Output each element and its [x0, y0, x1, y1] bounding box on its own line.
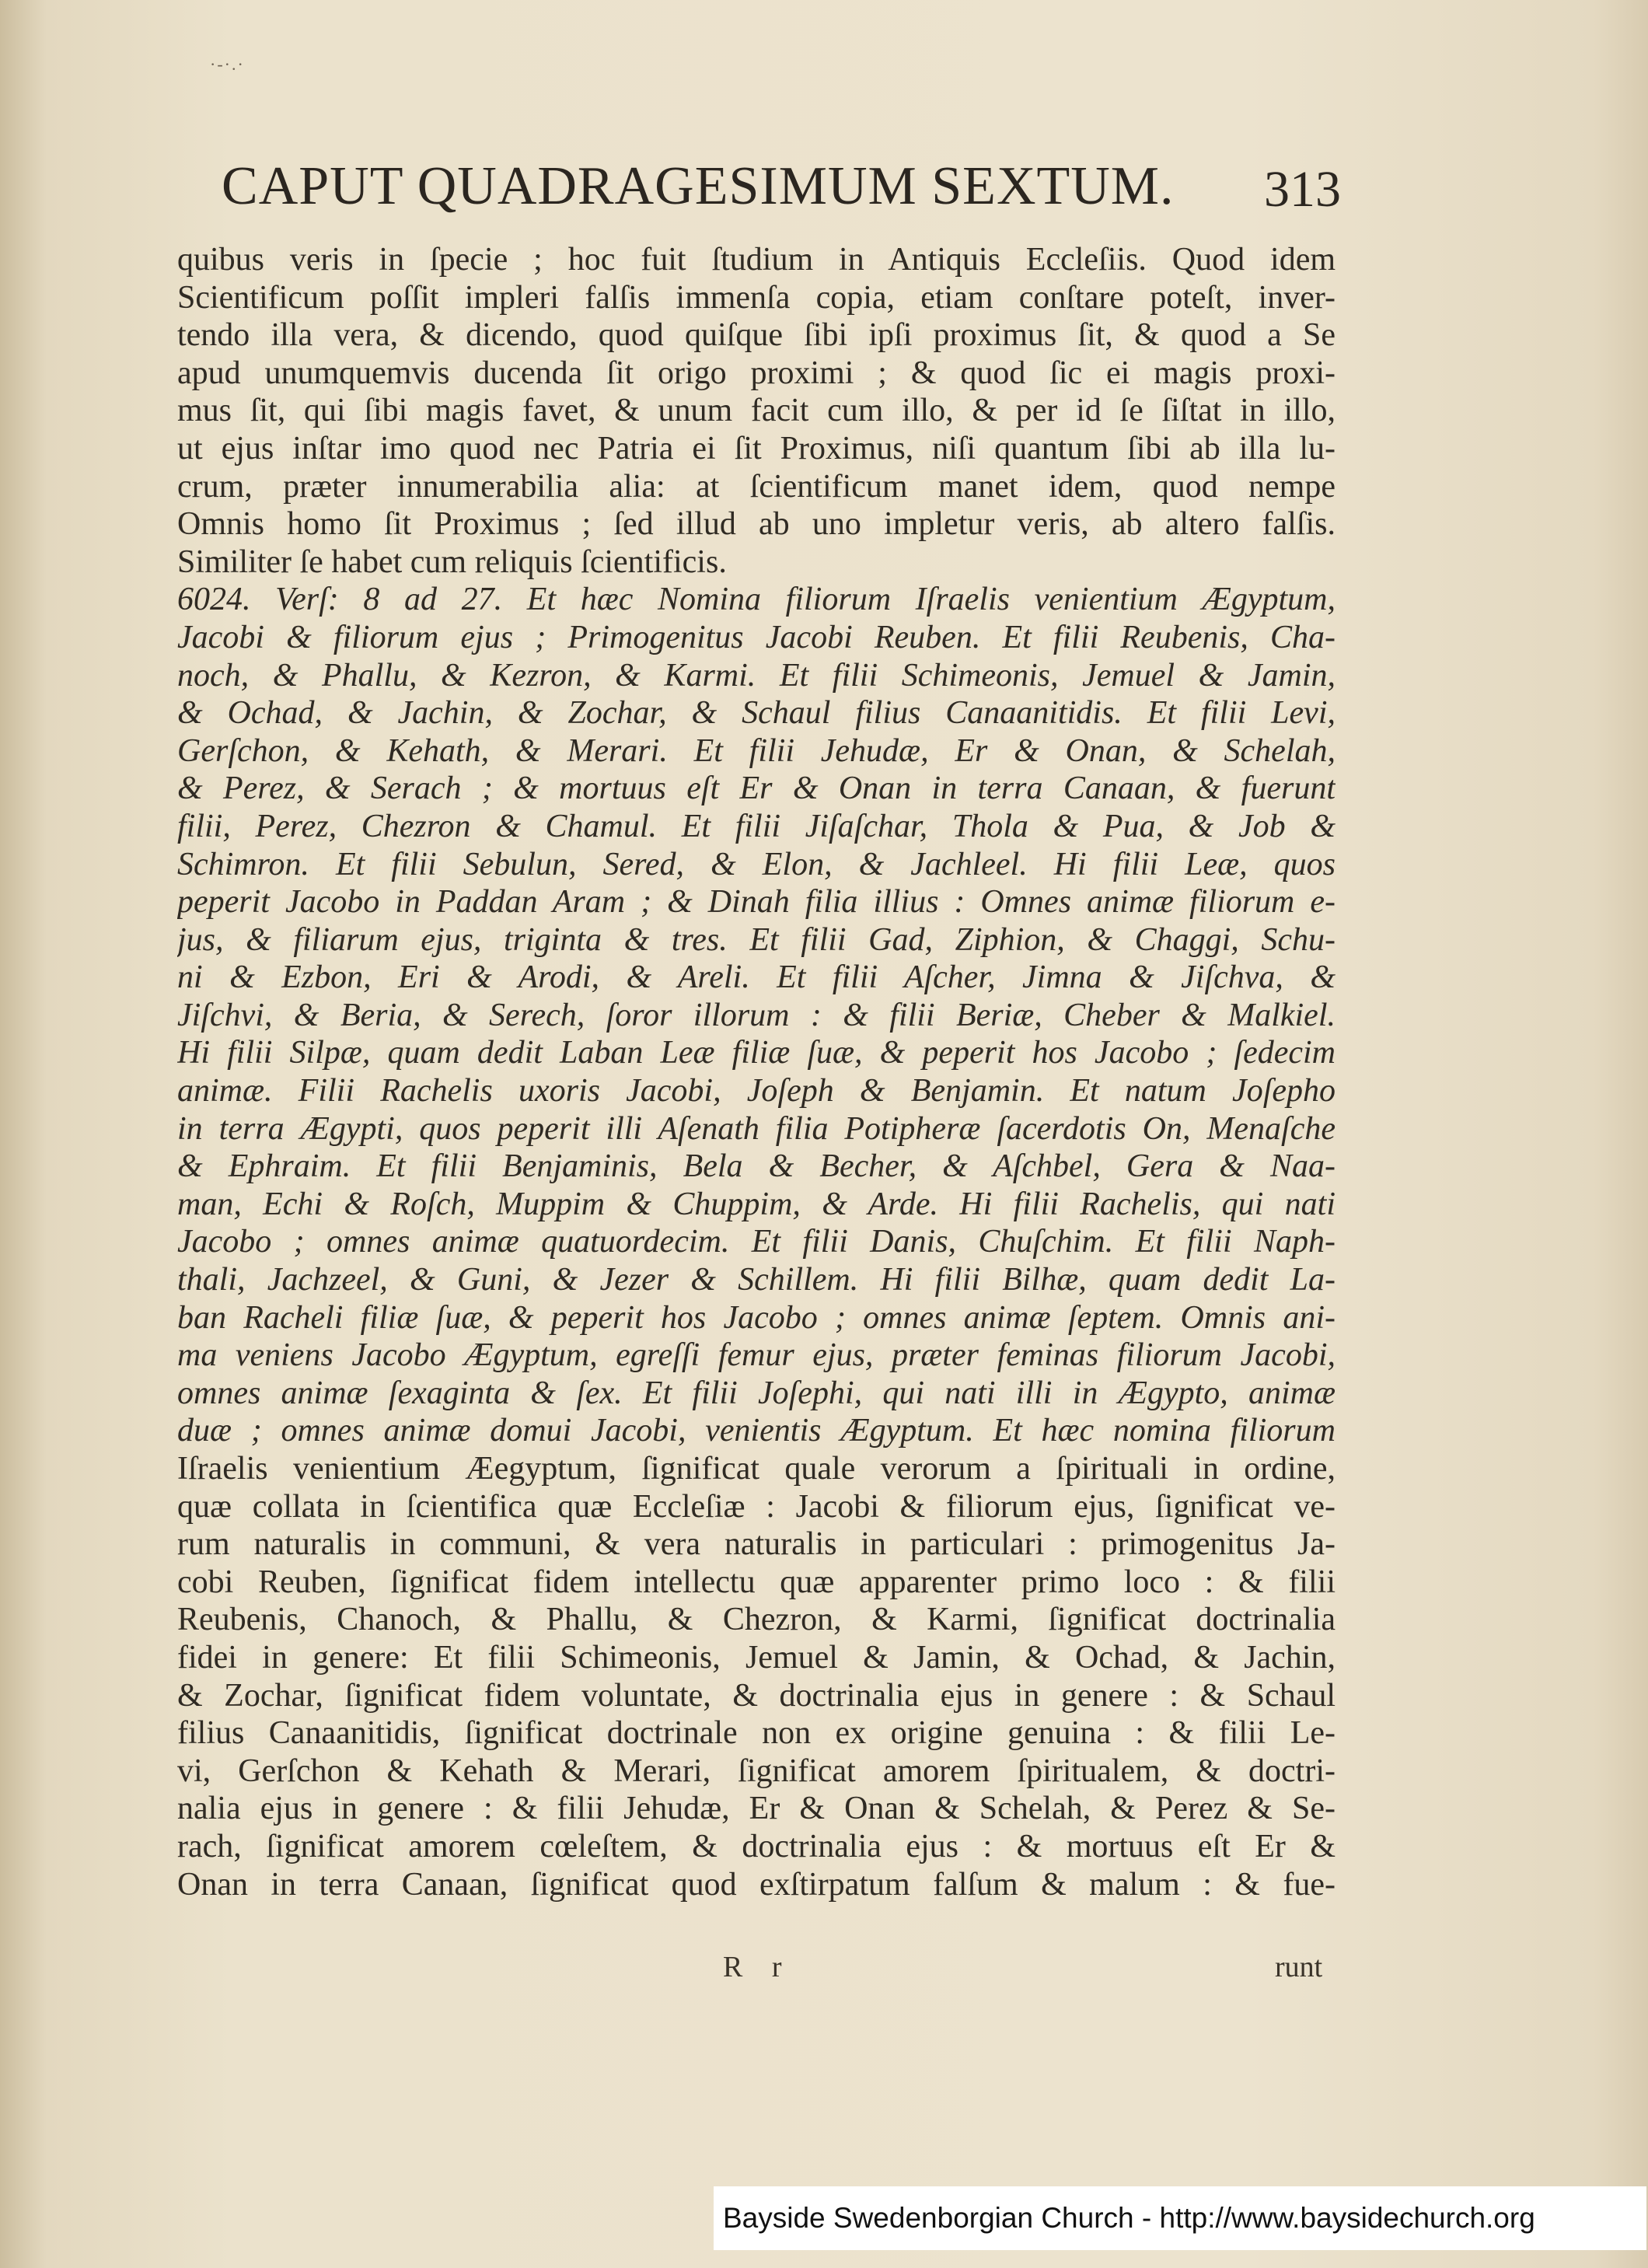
text-line: nalia ejus in genere : & filii Jehudæ, Er & Onan & Schelah, & Perez & Se-: [177, 1791, 1336, 1827]
text-line: filius Canaanitidis, ſignificat doctrinale non ex origine genuina : & filii Le-: [177, 1715, 1336, 1752]
text-line: quæ collata in ſcientifica quæ Eccleſiæ : Jacobi & filiorum ejus, ſignificat ve-: [177, 1488, 1336, 1525]
text-line: filii, Perez, Chezron & Chamul. Et filii Jiſaſchar, Thola & Pua, & Job &: [177, 808, 1336, 844]
text-line: animæ. Filii Rachelis uxoris Jacobi, Joſeph & Benjamin. Et natum Joſepho: [177, 1073, 1336, 1110]
text-line: Jacobi & filiorum ejus ; Primogenitus Jacobi Reuben. Et filii Reubenis, Cha-: [177, 619, 1336, 655]
text-line: Reubenis, Chanoch, & Phallu, & Chezron, & Karmi, ſignificat doctrinalia: [177, 1602, 1336, 1638]
marginal-mark: ·-·.·: [210, 54, 245, 74]
text-line: Schimron. Et filii Sebulun, Sered, & Elon, & Jachleel. Hi filii Leæ, quos: [177, 846, 1336, 882]
body-text: [177, 241, 1336, 1903]
text-line: duæ ; omnes animæ domui Jacobi, venientis Ægyptum. Et hæc nomina filiorum: [177, 1413, 1336, 1449]
page-number: 313: [1264, 161, 1341, 218]
page-header: [222, 156, 1341, 225]
text-line: & Ephraim. Et filii Benjaminis, Bela & Becher, & Aſchbel, Gera & Naa-: [177, 1148, 1336, 1185]
text-line: Omnis homo ſit Proximus ; ſed illud ab uno impletur veris, ab altero falſis.: [177, 506, 1336, 543]
text-line: mus ſit, qui ſibi magis favet, & unum facit cum illo, & per id ſe ſiſtat in illo,: [177, 393, 1336, 429]
text-line: 6024. Verſ: 8 ad 27. Et hæc Nomina filiorum Iſraelis venientium Ægyptum,: [177, 582, 1336, 618]
text-line: ban Racheli filiæ ſuæ, & peperit hos Jacobo ; omnes animæ ſeptem. Omnis ani-: [177, 1299, 1336, 1336]
text-line: cobi Reuben, ſignificat fidem intellectu quæ apparenter primo loco : & filii: [177, 1564, 1336, 1600]
text-line: rach, ſignificat amorem cœleſtem, & doctrinalia ejus : & mortuus eſt Er &: [177, 1828, 1336, 1864]
text-line: rum naturalis in communi, & vera naturalis in particulari : primogenitus Ja-: [177, 1526, 1336, 1563]
text-line: Scientificum poſſit impleri falſis immenſa copia, etiam conſtare poteſt, inver-: [177, 279, 1336, 316]
text-line: vi, Gerſchon & Kehath & Merari, ſignificat amorem ſpiritualem, & doctri-: [177, 1753, 1336, 1789]
text-line: thali, Jachzeel, & Guni, & Jezer & Schillem. Hi filii Bilhæ, quam dedit La-: [177, 1262, 1336, 1298]
text-line: & Perez, & Serach ; & mortuus eſt Er & Onan in terra Canaan, & fuerunt: [177, 771, 1336, 807]
text-line: Jiſchvi, & Beria, & Serech, ſoror illorum : & filii Beriæ, Cheber & Malkiel.: [177, 997, 1336, 1033]
text-line: & Ochad, & Jachin, & Zochar, & Schaul filius Canaanitidis. Et filii Levi,: [177, 695, 1336, 732]
text-line: Iſraelis venientium Æegyptum, ſignificat quale verorum a ſpirituali in ordine,: [177, 1451, 1336, 1487]
text-line: & Zochar, ſignificat fidem voluntate, & doctrinalia ejus in genere : & Schaul: [177, 1677, 1336, 1714]
text-line: jus, & filiarum ejus, triginta & tres. Et filii Gad, Ziphion, & Chaggi, Schu-: [177, 921, 1336, 958]
text-line: ut ejus inſtar imo quod nec Patria ei ſit Proximus, niſi quantum ſibi ab illa lu-: [177, 430, 1336, 467]
text-line: in terra Ægypti, quos peperit illi Aſenath filia Potipheræ ſacerdotis On, Menaſche: [177, 1110, 1336, 1147]
text-line: Onan in terra Canaan, ſignificat quod exſtirpatum falſum & malum : & fue-: [177, 1866, 1336, 1903]
signature-mark: R r: [723, 1951, 793, 1983]
text-line: quibus veris in ſpecie ; hoc fuit ſtudium in Antiquis Eccleſiis. Quod idem: [177, 242, 1336, 278]
catchword: runt: [1275, 1951, 1323, 1983]
text-line: Hi filii Silpæ, quam dedit Laban Leæ filiæ ſuæ, & peperit hos Jacobo ; ſedecim: [177, 1035, 1336, 1071]
text-line: noch, & Phallu, & Kezron, & Karmi. Et filii Schimeonis, Jemuel & Jamin,: [177, 657, 1336, 694]
text-line: crum, præter innumerabilia alia: at ſcientificum manet idem, quod nempe: [177, 468, 1336, 505]
text-line: Jacobo ; omnes animæ quatuordecim. Et filii Danis, Chuſchim. Et filii Naph-: [177, 1224, 1336, 1260]
text-line: Similiter ſe habet cum reliquis ſcientificis.: [177, 543, 727, 580]
text-line: peperit Jacobo in Paddan Aram ; & Dinah filia illius : Omnes animæ filiorum e-: [177, 884, 1336, 921]
text-line: apud unumquemvis ducenda ſit origo proximi ; & quod ſic ei magis proxi-: [177, 355, 1336, 391]
watermark-banner: Bayside Swedenborgian Church - http://www.baysidechurch.org: [714, 2186, 1646, 2250]
text-line: ma veniens Jacobo Ægyptum, egreſſi femur ejus, præter feminas filiorum Jacobi,: [177, 1337, 1336, 1374]
text-line: fidei in genere: Et filii Schimeonis, Jemuel & Jamin, & Ochad, & Jachin,: [177, 1639, 1336, 1676]
text-line: tendo illa vera, & dicendo, quod quiſque ſibi ipſi proximus ſit, & quod a Se: [177, 317, 1336, 354]
text-line: omnes animæ ſexaginta & ſex. Et filii Joſephi, qui nati illi in Ægypto, animæ: [177, 1375, 1336, 1411]
running-title: CAPUT QUADRAGESIMUM SEXTUM.: [222, 156, 1175, 216]
text-line: man, Echi & Roſch, Muppim & Chuppim, & Arde. Hi filii Rachelis, qui nati: [177, 1186, 1336, 1222]
text-line: Gerſchon, & Kehath, & Merari. Et filii Jehudæ, Er & Onan, & Schelah,: [177, 732, 1336, 769]
text-line: ni & Ezbon, Eri & Arodi, & Areli. Et filii Aſcher, Jimna & Jiſchva, &: [177, 959, 1336, 996]
